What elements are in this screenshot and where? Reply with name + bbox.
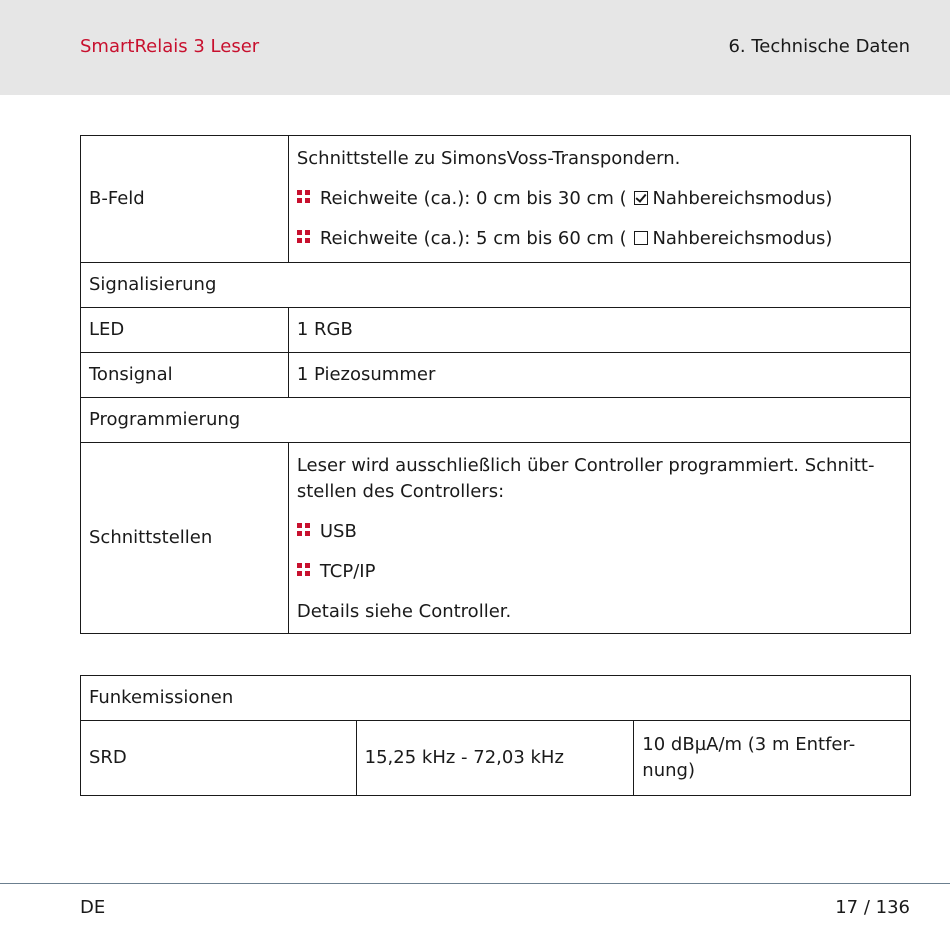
four-square-bullet-icon [297,523,310,536]
page-number: 17 / 136 [835,897,910,918]
page-header [0,0,950,95]
bfeld-bullet-1 [297,186,910,212]
section-heading-programmierung: Programmierung [81,398,911,443]
led-label: LED [81,308,289,353]
bfeld-bullet-2-prefix: Reichweite (ca.): 5 cm bis 60 cm ( [319,228,627,249]
schnittstellen-value [288,443,910,634]
language-code: DE [80,897,106,918]
table-row-led [81,308,911,353]
table-row-programmierung [81,398,911,443]
table-row-srd [81,721,911,796]
bfeld-bullet-2 [297,226,910,252]
schnittstellen-line-2: stellen des Controllers: [296,481,505,502]
four-square-bullet-icon [297,190,310,203]
schnittstellen-details: Details siehe Controller. [296,601,512,622]
four-square-bullet-icon [297,230,310,243]
schnittstellen-label: Schnittstellen [81,443,289,634]
section-heading-signalisierung: Signalisierung [81,263,911,308]
bfeld-label: B-Feld [81,136,289,263]
table-row-tonsignal [81,353,911,398]
chapter-title: 6. Technische Daten [728,36,910,57]
bfeld-value [288,136,910,263]
srd-frequency: 15,25 kHz - 72,03 kHz [356,721,634,796]
schnittstellen-bullet-usb [297,519,910,545]
table-row-bfeld [81,136,911,263]
footer-divider [0,883,950,884]
usb-label: USB [319,521,357,542]
four-square-bullet-icon [297,563,310,576]
table-row-signalisierung [81,263,911,308]
srd-label: SRD [81,721,357,796]
tcpip-label: TCP/IP [319,561,376,582]
section-heading-funkemissionen: Funkemissionen [81,676,911,721]
checkbox-checked-icon [634,191,648,205]
bfeld-bullet-1-prefix: Reichweite (ca.): 0 cm bis 30 cm ( [319,188,627,209]
tonsignal-value: 1 Piezosummer [288,353,910,398]
field-strength-line-2: nung) [642,760,695,781]
bfeld-bullet-1-suffix: Nahbereichsmodus) [652,188,833,209]
bfeld-bullet-2-suffix: Nahbereichsmodus) [652,228,833,249]
technical-data-table [80,135,911,634]
srd-field-strength [634,721,911,796]
bfeld-intro: Schnittstelle zu SimonsVoss-Transpondern. [296,148,681,169]
table-row-funkemissionen [81,676,911,721]
radio-emissions-table [80,675,911,796]
schnittstellen-bullet-tcpip [297,559,910,585]
checkbox-unchecked-icon [634,231,648,245]
table-row-schnittstellen [81,443,911,634]
schnittstellen-line-1: Leser wird ausschließlich über Controller programmiert. Schnitt- [296,455,875,476]
led-value: 1 RGB [288,308,910,353]
document-title: SmartRelais 3 Leser [80,36,260,57]
field-strength-line-1: 10 dBµA/m (3 m Entfer- [642,734,856,755]
tonsignal-label: Tonsignal [81,353,289,398]
